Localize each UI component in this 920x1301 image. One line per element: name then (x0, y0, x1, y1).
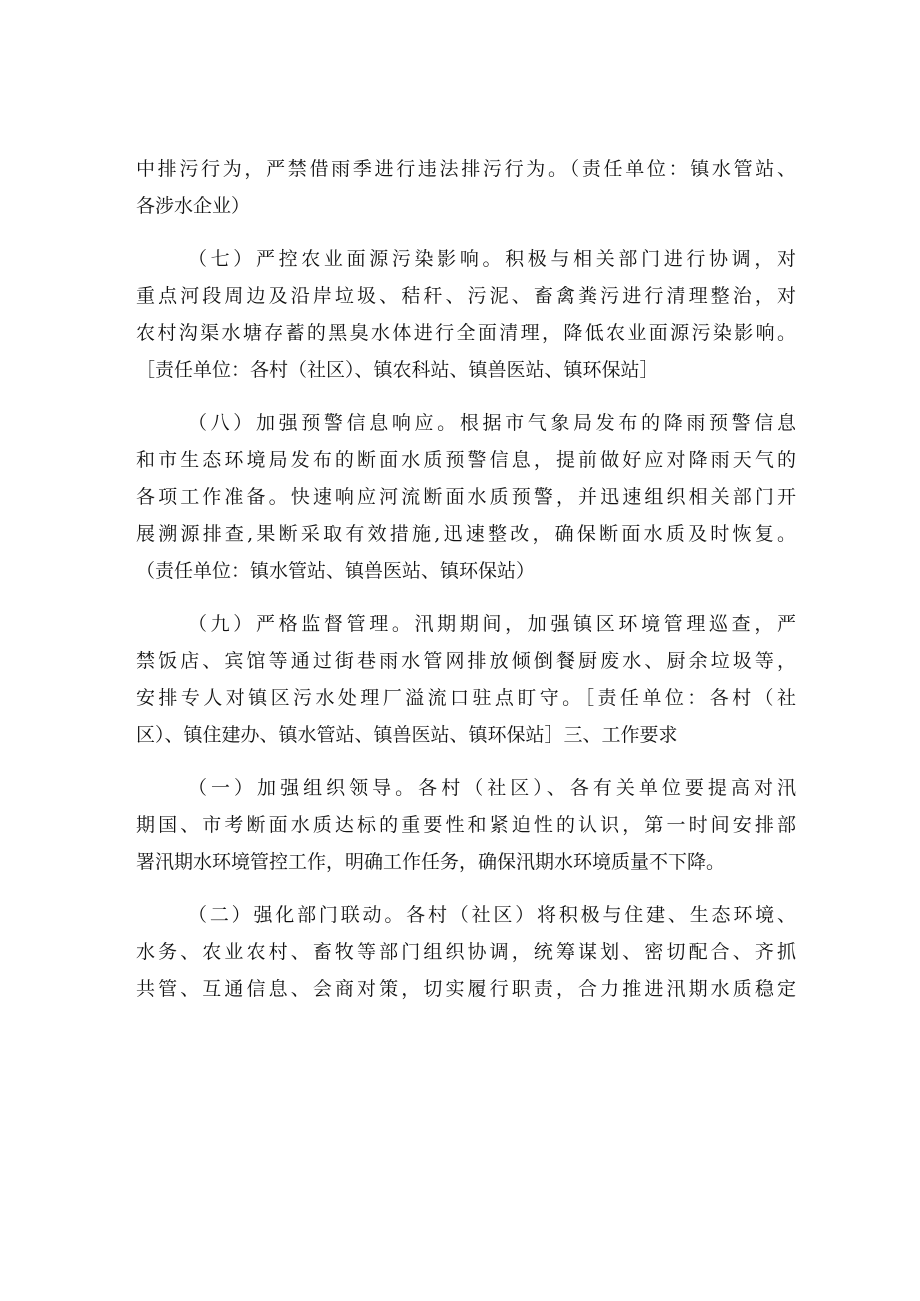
text-line: 中排污行为，严禁借雨季进行违法排污行为。（责任单位：镇水管站、 (136, 158, 796, 180)
text-line: 禁饭店、宾馆等通过街巷雨水管网排放倾倒餐厨废水、厨余垃圾等， (136, 650, 796, 672)
text-line: （二）强化部门联动。各村（社区）将积极与住建、生态环境、 (188, 904, 796, 926)
text-line: 重点河段周边及沿岸垃圾、秸秆、污泥、畜禽粪污进行清理整治，对 (136, 285, 796, 307)
text-line: 和市生态环境局发布的断面水质预警信息，提前做好应对降雨天气的 (136, 449, 796, 471)
text-line: 共管、互通信息、会商对策，切实履行职责，合力推进汛期水质稳定 (136, 978, 796, 1000)
text-line: 期国、市考断面水质达标的重要性和紧迫性的认识，第一时间安排部 (136, 814, 796, 836)
text-line: 展溯源排查,果断采取有效措施,迅速整改，确保断面水质及时恢复。 (136, 523, 796, 545)
text-line: （七）严控农业面源污染影响。积极与相关部门进行协调，对 (188, 248, 796, 270)
text-line: （九）严格监督管理。汛期期间，加强镇区环境管理巡查，严 (188, 613, 796, 635)
paragraph-seven (136, 241, 796, 389)
paragraph-requirement-one (136, 770, 796, 881)
paragraph-eight (136, 405, 796, 590)
text-line: 安排专人对镇区污水处理厂溢流口驻点盯守。［责任单位：各村（社 (136, 687, 796, 709)
text-line: （一）加强组织领导。各村（社区）、各有关单位要提高对汛 (188, 777, 796, 799)
text-line: 署汛期水环境管控工作，明确工作任务，确保汛期水环境质量不下降。 (136, 851, 726, 873)
document-body (136, 151, 796, 1008)
text-line: ［责任单位：各村（社区）、镇农科站、镇兽医站、镇环保站］ (136, 359, 659, 381)
paragraph-continuation (136, 151, 796, 225)
text-line: （责任单位：镇水管站、镇兽医站、镇环保站） (136, 560, 536, 582)
text-line: 水务、农业农村、畜牧等部门组织协调，统筹谋划、密切配合、齐抓 (136, 941, 796, 963)
paragraph-nine (136, 606, 796, 754)
text-line: 农村沟渠水塘存蓄的黑臭水体进行全面清理，降低农业面源污染影响。 (136, 322, 796, 344)
text-line: 区）、镇住建办、镇水管站、镇兽医站、镇环保站］三、工作要求 (136, 724, 678, 746)
text-line: 各涉水企业） (136, 195, 251, 217)
text-line: 各项工作准备。快速响应河流断面水质预警，并迅速组织相关部门开 (136, 486, 796, 508)
text-line: （八）加强预警信息响应。根据市气象局发布的降雨预警信息 (188, 412, 796, 434)
paragraph-requirement-two (136, 897, 796, 1008)
